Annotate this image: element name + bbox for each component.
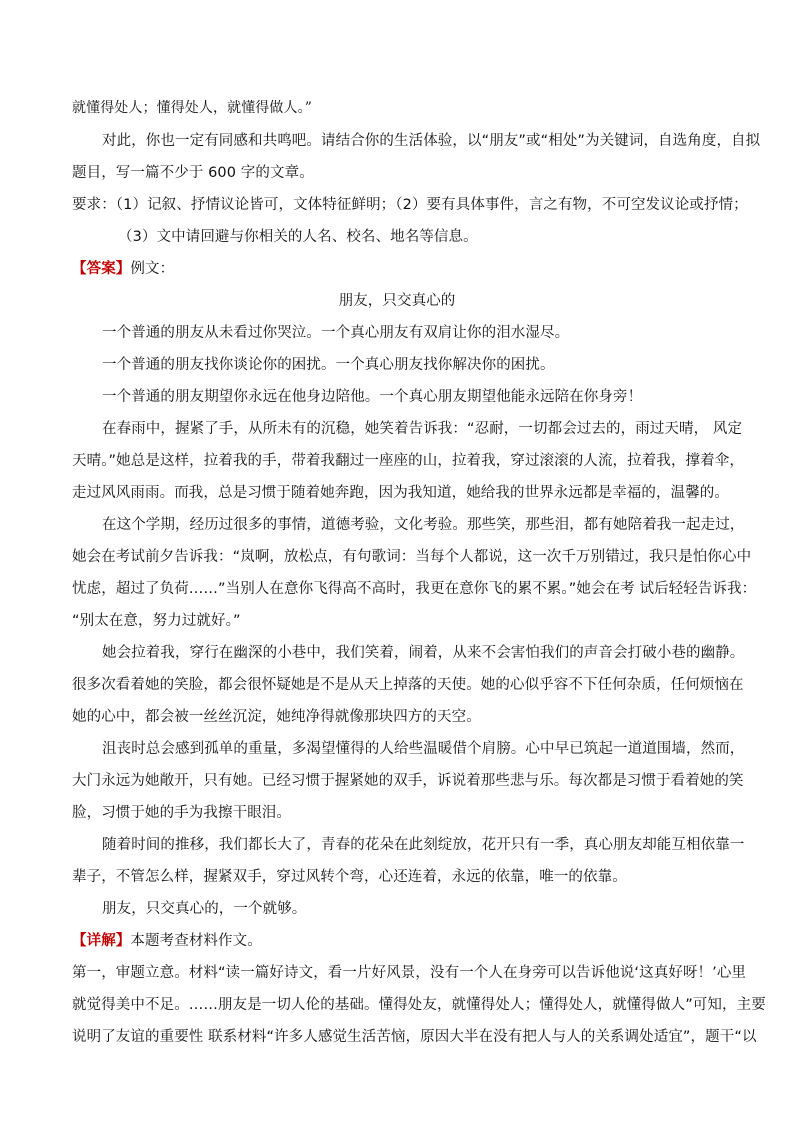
text-line-1: 就懂得处人；懂得处人，就懂得做人。” [72,100,312,116]
essay-line-11: 她会拉着我，穿行在幽深的小巷中，我们笑着，闹着，从来不会害怕我们的声音会打破小巷的幽静。 [102,645,745,661]
essay-line-6: 走过风风雨雨。而我，总是习惯于随着她奔跑，因为我知道，她给我的世界永远都是幸福的，温馨的。 [72,485,729,501]
essay-line-17: 随着时间的推移，我们都长大了，青春的花朵在此刻绽放，花开只有一季，真心朋友却能互相依靠一 [102,837,745,853]
essay-line-13: 她的心中，都会被一丝丝沉淀，她纯净得就像那块四方的天空。 [72,709,481,725]
bracket-open: 【 [72,933,87,949]
detail-heading [72,931,722,951]
essay-line-9: 忧虑，超过了负荷……”当别人在意你飞得高不高时，我更在意你飞的累不累。”她会在考 试后轻轻告诉我： [72,581,757,597]
requirements-line-1: 要求：（1）记叙、抒情议论皆可，文体特征鲜明；（2）要有具体事件，言之有物，不可空发议论或抒情； [72,197,748,213]
essay-line-5: 天晴。”她总是这样，拉着我的手，带着我翻过一座座的山，拉着我，穿过滚滚的人流，拉着我，撑着伞， [72,453,744,469]
answer-heading [72,259,722,279]
essay-line-7: 在这个学期，经历过很多的事情，道德考验，文化考验。那些笑，那些泪，都有她陪着我一起走过， [102,517,745,533]
essay-line-10: “别太在意，努力过就好。” [72,613,241,629]
essay-line-3: 一个普通的朋友期望你永远在他身边陪他。一个真心朋友期望他能永远陪在你身旁！ [102,389,643,405]
essay-line-14: 沮丧时总会感到孤单的重量，多渴望懂得的人给些温暖借个肩膀。心中早已筑起一道道围墙，然而， [102,741,745,757]
essay-line-1: 一个普通的朋友从未看过你哭泣。一个真心朋友有双肩让你的泪水湿尽。 [102,325,570,341]
essay-line-4: 在春雨中，握紧了手，从所未有的沉稳，她笑着告诉我：“忍耐，一切都会过去的，雨过天晴， 风定 [102,421,743,437]
bracket-close: 】 [115,261,131,277]
essay-line-16: 脸，习惯于她的手为我擦干眼泪。 [72,805,291,821]
bracket-close: 】 [115,933,131,949]
essay-line-18: 辈子，不管怎么样，握紧双手，穿过风转个弯，心还连着，永远的依靠，唯一的依靠。 [72,869,627,885]
detail-tag: 详解 [86,933,116,949]
bracket-open: 【 [72,261,87,277]
analysis-line-1: 第一，审题立意。材料“读一篇好诗文，看一片好风景，没有一个人在身旁可以告诉他说‘这真好呀！’心里 [72,965,747,981]
essay-line-19: 朋友，只交真心的，一个就够。 [102,901,307,917]
essay-line-2: 一个普通的朋友找你谈论你的困扰。一个真心朋友找你解决你的困扰。 [102,357,555,373]
detail-label: 本题考查材料作文。 [130,933,262,949]
analysis-line-2: 就觉得美中不足。……朋友是一切人伦的基础。懂得处友，就懂得处人；懂得处人，就懂得做人”可知，主要 [72,997,766,1013]
essay-title: 朋友，只交真心的 [338,293,456,309]
answer-label: 例文： [130,261,175,277]
essay-line-8: 她会在考试前夕告诉我：“岚啊，放松点，有句歌词：当每个人都说，这一次千万别错过，我只是怕你心中 [72,549,752,565]
essay-line-12: 很多次看着她的笑脸，都会很怀疑她是不是从天上掉落的天使。她的心似乎容不下任何杂质，任何烦恼在 [72,677,744,693]
text-line-2: 对此，你也一定有同感和共鸣吧。请结合你的生活体验，以“朋友”或“相处”为关键词，自选角度，自拟 [102,133,761,149]
essay-line-15: 大门永远为她敞开，只有她。已经习惯于握紧她的双手，诉说着那些悲与乐。每次都是习惯于看着她的笑 [72,773,744,789]
answer-tag: 答案 [86,261,116,277]
analysis-line-3: 说明了友谊的重要性 联系材料“许多人感觉生活苦恼，原因大半在没有把人与人的关系调处适宜”，题干“以 [72,1029,757,1045]
requirements-line-2: （3）文中请回避与你相关的人名、校名、地名等信息。 [118,229,478,245]
text-line-3: 题目，写一篇不少于 600 字的文章。 [72,165,314,181]
